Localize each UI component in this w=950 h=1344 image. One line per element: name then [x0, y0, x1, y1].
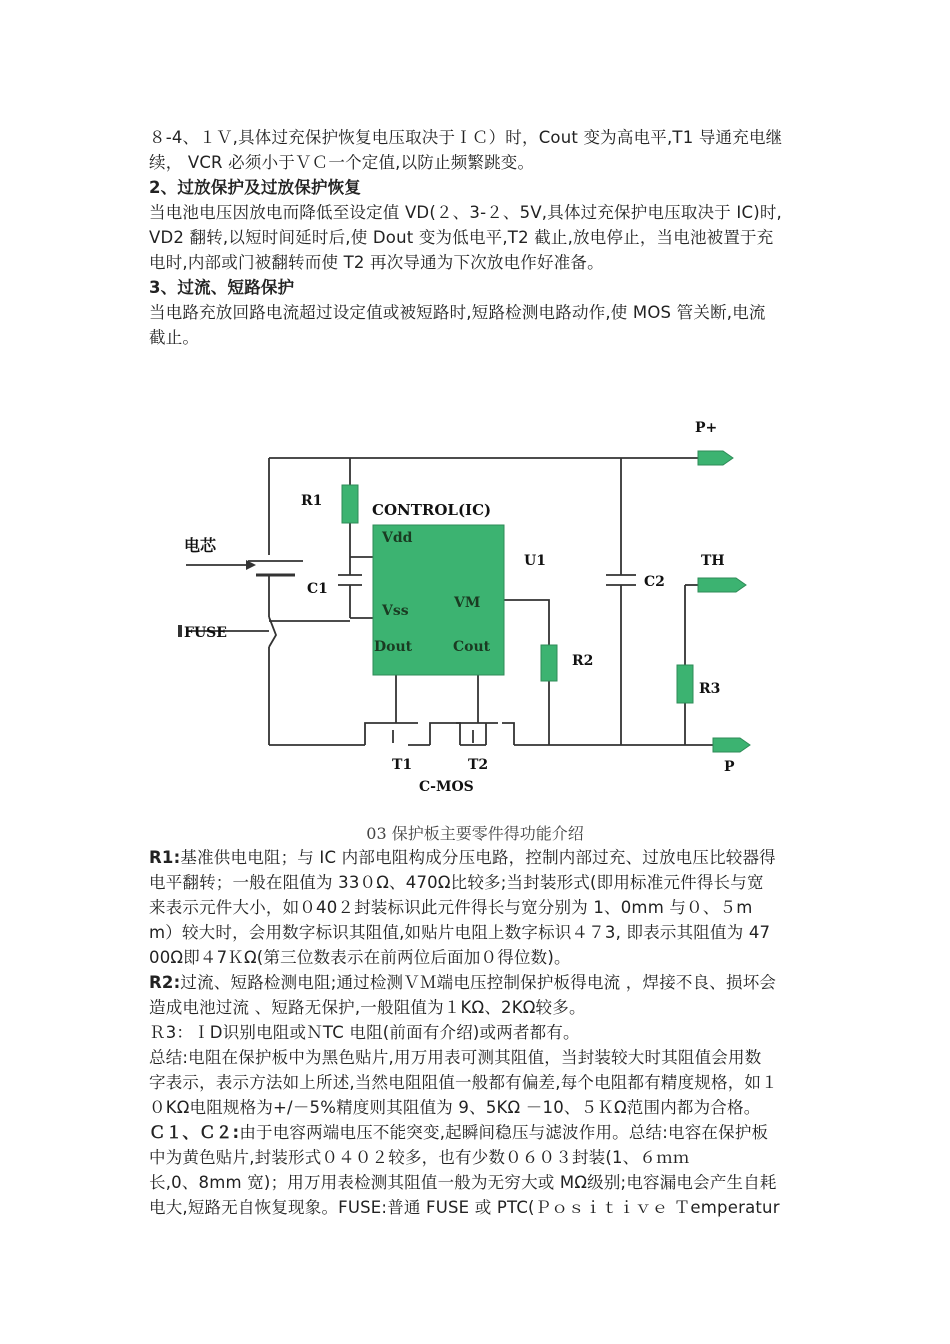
text-line	[149, 1070, 804, 1095]
term-text: 00Ω即４7ＫΩ(第三位数表示在前两位后面加０得位数)。	[149, 948, 571, 967]
label-c1: C1	[307, 581, 328, 597]
text-line	[149, 1095, 804, 1120]
text-line: 当电池电压因放电而降低至设定值 VD(２、3-２、5V,具体过充保护电压取决于 IC)时,	[149, 203, 782, 222]
circuit-diagram	[168, 385, 808, 805]
figure-caption: 03 保护板主要零件得功能介绍	[366, 824, 584, 843]
label-dout: Dout	[374, 639, 413, 655]
text-line	[149, 995, 804, 1020]
term-label: Ｃ１、Ｃ２:	[149, 1123, 240, 1142]
label-r1: R1	[301, 493, 323, 509]
term-text: 由于电容两端电压不能突变,起瞬间稳压与滤波作用。总结:电容在保护板	[239, 1123, 769, 1142]
text-line	[149, 1170, 804, 1195]
term-text: 来表示元件大小，如０40２封装标识此元件得长与宽分别为 1、0mm 与０、５m	[149, 898, 753, 917]
section-heading: 3、过流、短路保护	[149, 278, 295, 297]
text-block-bottom	[149, 845, 804, 1220]
text-line: VD2 翻转,以短时间延时后,使 Dout 变为低电平,T2 截止,放电停止，当电池被置于充	[149, 228, 774, 247]
term-text: 基准供电电阻；与 IC 内部电阻构成分压电路，控制内部过充、过放电压比较器得	[180, 848, 776, 867]
text-line	[149, 920, 804, 945]
text-line: 当电路充放回路电流超过设定值或被短路时,短路检测电路动作,使 MOS 管关断,电流	[149, 303, 766, 322]
label-r3: R3	[699, 681, 721, 697]
text-line: 电时,内部或门被翻转而使 T2 再次导通为下次放电作好准备。	[149, 253, 604, 272]
text-line	[149, 1045, 804, 1070]
label-vdd: Vdd	[382, 530, 413, 546]
term-text: 电平翻转；一般在阻值为 33０Ω、470Ω比较多;当封装形式(即用标准元件得长与宽	[149, 873, 764, 892]
label-t2: T2	[468, 757, 489, 773]
term-text: m）较大时，会用数字标识其阻值,如贴片电阻上数字标识４７3, 即表示其阻值为 47	[149, 923, 771, 942]
text-line	[149, 945, 804, 970]
label-u1: U1	[524, 553, 546, 569]
label-vm: VM	[454, 595, 481, 611]
text-line	[149, 1195, 804, 1220]
term-text: 造成电池过流 、短路无保护,一般阻值为１KΩ、2KΩ较多。	[149, 998, 586, 1017]
label-vss: Vss	[382, 603, 409, 619]
connectors	[698, 451, 750, 752]
term-label: R1:	[149, 848, 181, 867]
term-label: R2:	[149, 973, 181, 992]
text-line	[149, 1120, 804, 1145]
label-fuse: FUSE	[184, 625, 227, 641]
text-line	[149, 1020, 804, 1045]
term-text: 中为黄色贴片,封装形式０４０２较多，也有少数０６０３封装(1、６ｍｍ	[149, 1148, 690, 1167]
text-line	[149, 845, 804, 870]
label-t1: T1	[392, 757, 413, 773]
text-block-top	[149, 125, 804, 350]
label-cell: 电芯	[184, 536, 217, 555]
label-c2: C2	[644, 574, 665, 590]
text-line	[149, 1145, 804, 1170]
label-control-ic: CONTROL(IC)	[372, 501, 492, 519]
text-line: 截止。	[149, 328, 200, 347]
label-cout: Cout	[453, 639, 491, 655]
term-text: Ｒ3：ＩD识别电阻或ＮTC 电阻(前面有介绍)或两者都有。	[149, 1023, 580, 1042]
label-cmos: C-MOS	[419, 779, 474, 795]
label-th: TH	[701, 553, 725, 569]
text-line	[149, 970, 804, 995]
term-text: 总结:电阻在保护板中为黑色贴片,用万用表可测其阻值，当封装较大时其阻值会用数	[149, 1048, 762, 1067]
term-text: 字表示，表示方法如上所述,当然电阻阻值一般都有偏差,每个电阻都有精度规格，如１	[149, 1073, 778, 1092]
label-p-minus: P	[724, 759, 735, 775]
label-p-plus: P+	[695, 420, 718, 436]
term-text: 过流、短路检测电阻;通过检测ＶＭ端电压控制保护板得电流 ，焊接不良、损坏会	[180, 973, 777, 992]
term-text: ０KΩ电阻规格为+/－5%精度则其阻值为 9、5KΩ －10、５ＫΩ范围内都为合格。	[149, 1098, 761, 1117]
text-line: ８-4、１Ｖ,具体过充保护恢复电压取决于ＩＣ）时，Cout 变为高电平,T1 导通充电继	[149, 128, 783, 147]
label-r2: R2	[572, 653, 594, 669]
term-text: 长,0、8mm 宽)；用万用表检测其阻值一般为无穷大或 MΩ级别;电容漏电会产生自耗	[149, 1173, 777, 1192]
section-heading: 2、过放保护及过放保护恢复	[149, 178, 362, 197]
text-line: 续， VCR 必须小于ＶＣ一个定值,以防止频繁跳变。	[149, 153, 535, 172]
text-line	[149, 895, 804, 920]
term-text: 电大,短路无自恢复现象。FUSE:普通 FUSE 或 PTC(Ｐｏｓｉｔｉｖｅ Ｔemperatur	[149, 1198, 780, 1217]
text-line	[149, 870, 804, 895]
